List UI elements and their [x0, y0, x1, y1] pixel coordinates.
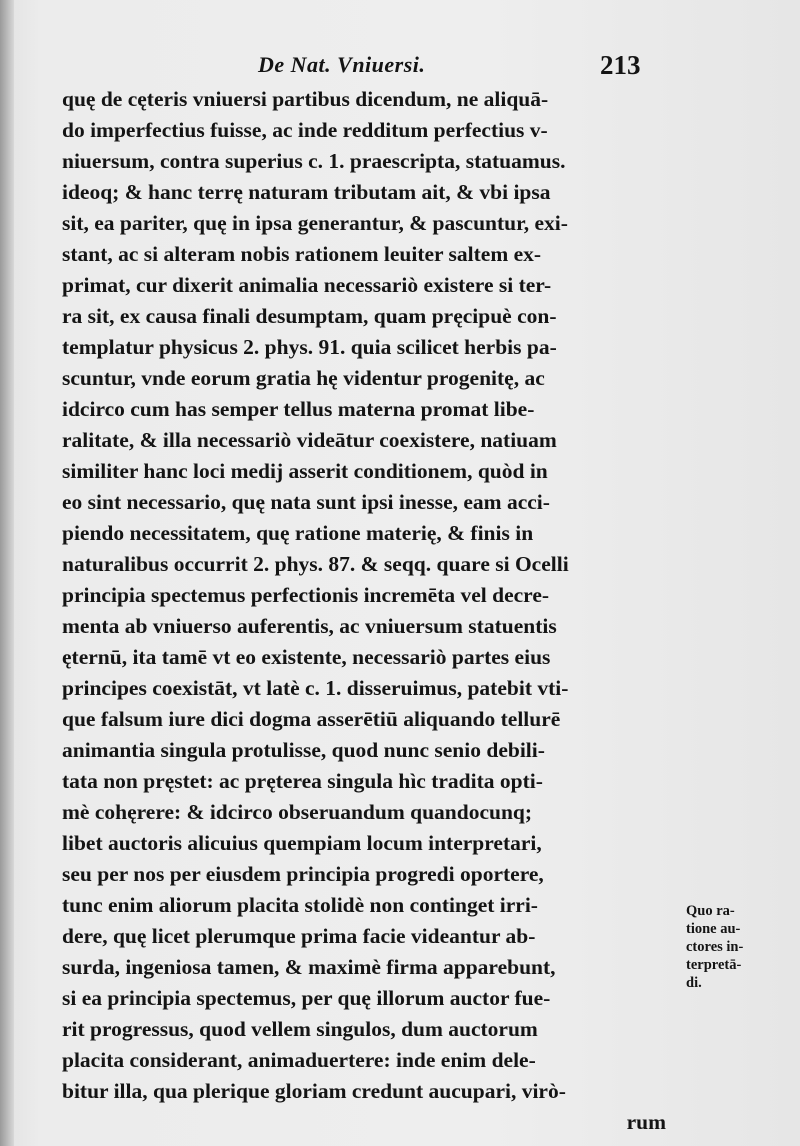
- text-line: tata non pręstet: ac pręterea singula hìc tradita opti-: [62, 769, 543, 793]
- text-line: ideoq; & hanc terrę naturam tributam ait, & vbi ipsa: [62, 180, 551, 204]
- text-line: bitur illa, qua plerique gloriam credunt aucupari, virò-: [62, 1079, 566, 1103]
- text-line: similiter hanc loci medij asserit conditionem, quòd in: [62, 459, 548, 483]
- text-line: animantia singula protulisse, quod nunc senio debili-: [62, 738, 545, 762]
- body-text: [62, 84, 666, 1138]
- margin-note-line: terpretā-: [686, 957, 742, 973]
- text-line: stant, ac si alteram nobis rationem leuiter saltem ex-: [62, 242, 542, 266]
- page-number: 213: [600, 50, 641, 80]
- text-line: sit, ea pariter, quę in ipsa generantur, & pascuntur, exi-: [62, 211, 568, 235]
- text-line: ralitate, & illa necessariò videātur coexistere, natiuam: [62, 428, 557, 452]
- text-line: ra sit, ex causa finali desumptam, quam pręcipuè con-: [62, 304, 557, 328]
- running-title: De Nat. Vniuersi.: [258, 52, 426, 77]
- margin-note-line: tione au-: [686, 921, 741, 937]
- text-line: niuersum, contra superius c. 1. praescripta, statuamus.: [62, 149, 566, 173]
- margin-note-line: ctores in-: [686, 939, 744, 955]
- margin-note-line: di.: [686, 975, 702, 991]
- text-line: seu per nos per eiusdem principia progredi oportere,: [62, 862, 544, 886]
- margin-note: [686, 902, 796, 992]
- text-line: primat, cur dixerit animalia necessariò existere si ter-: [62, 273, 552, 297]
- text-line: principes coexistāt, vt latè c. 1. disseruimus, patebit vti-: [62, 676, 569, 700]
- text-line: eo sint necessario, quę nata sunt ipsi inesse, eam acci-: [62, 490, 550, 514]
- text-line: si ea principia spectemus, per quę illorum auctor fue-: [62, 986, 551, 1010]
- text-line: do imperfectius fuisse, ac inde redditum perfectius v-: [62, 118, 548, 142]
- catchword: rum: [626, 1110, 666, 1134]
- text-line: menta ab vniuerso auferentis, ac vniuersum statuentis: [62, 614, 557, 638]
- text-line: idcirco cum has semper tellus materna promat libe-: [62, 397, 535, 421]
- text-line: piendo necessitatem, quę ratione materię, & finis in: [62, 521, 534, 545]
- text-line: placita considerant, animaduertere: inde enim dele-: [62, 1048, 536, 1072]
- text-line: templatur physicus 2. phys. 91. quia scilicet herbis pa-: [62, 335, 557, 359]
- text-line: principia spectemus perfectionis incremēta vel decre-: [62, 583, 550, 607]
- margin-note-line: Quo ra-: [686, 903, 735, 919]
- text-line: naturalibus occurrit 2. phys. 87. & seqq. quare si Ocelli: [62, 552, 569, 576]
- text-line: tunc enim aliorum placita stolidè non continget irri-: [62, 893, 538, 917]
- text-line: que falsum iure dici dogma asserētiū aliquando tellurē: [62, 707, 561, 731]
- text-line: dere, quę licet plerumque prima facie videantur ab-: [62, 924, 536, 948]
- text-line: mè cohęrere: & idcirco obseruandum quandocunq;: [62, 800, 533, 824]
- text-line: surda, ingeniosa tamen, & maximè firma apparebunt,: [62, 955, 556, 979]
- text-line: rit progressus, quod vellem singulos, dum auctorum: [62, 1017, 538, 1041]
- text-line: scuntur, vnde eorum gratia hę videntur progenitę, ac: [62, 366, 545, 390]
- text-line: quę de cęteris vniuersi partibus dicendum, ne aliquā-: [62, 87, 549, 111]
- page-gutter-shadow: [0, 0, 14, 1146]
- text-line: ęternū, ita tamē vt eo existente, necessariò partes eius: [62, 645, 551, 669]
- text-line: libet auctoris alicuius quempiam locum interpretari,: [62, 831, 542, 855]
